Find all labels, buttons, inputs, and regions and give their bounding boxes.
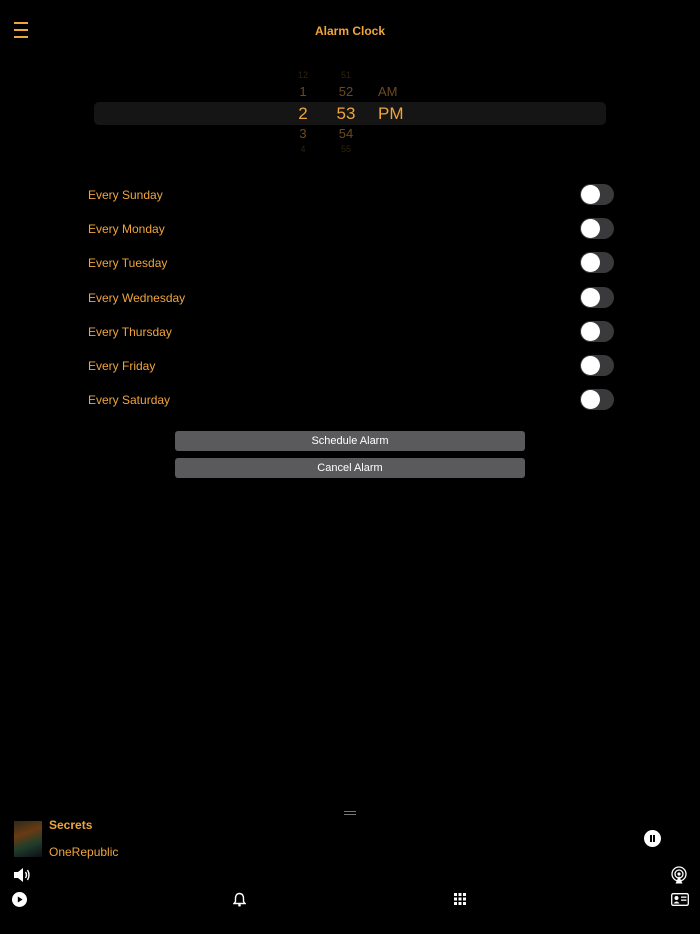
wednesday-toggle[interactable] — [580, 287, 614, 308]
toggle-knob — [581, 219, 600, 238]
toggle-knob — [581, 185, 600, 204]
period-am[interactable]: AM — [378, 84, 398, 99]
hour-option[interactable]: 12 — [297, 70, 308, 80]
minute-option[interactable]: 55 — [340, 144, 351, 154]
toggle-knob — [581, 390, 600, 409]
album-artwork[interactable] — [14, 821, 42, 857]
day-row-friday — [88, 349, 614, 383]
volume-icon[interactable] — [12, 866, 32, 884]
cancel-alarm-button[interactable]: Cancel Alarm — [175, 458, 525, 478]
play-circle-icon[interactable] — [12, 892, 27, 907]
minute-option[interactable]: 54 — [338, 126, 354, 141]
toggle-knob — [581, 253, 600, 272]
time-picker[interactable] — [94, 68, 606, 158]
hour-option[interactable]: 1 — [299, 84, 307, 99]
saturday-toggle[interactable] — [580, 389, 614, 410]
player-grabber-handle[interactable] — [344, 811, 356, 815]
day-label: Every Tuesday — [88, 256, 168, 271]
day-label: Every Sunday — [88, 188, 163, 202]
day-label: Every Thursday — [88, 324, 172, 339]
airplay-icon[interactable] — [670, 866, 688, 884]
minute-option[interactable]: 52 — [338, 84, 354, 99]
day-row-monday — [88, 212, 614, 246]
page-title: Alarm Clock — [314, 24, 386, 38]
thursday-toggle[interactable] — [580, 321, 614, 342]
day-label: Every Monday — [88, 222, 165, 237]
day-label: Every Saturday — [88, 393, 171, 408]
day-label: Every Wednesday — [88, 290, 186, 305]
hour-option[interactable]: 3 — [299, 126, 307, 141]
minute-selected[interactable]: 53 — [336, 104, 356, 123]
schedule-alarm-button[interactable]: Schedule Alarm — [175, 431, 525, 451]
artist-name[interactable]: OneRepublic — [49, 845, 119, 859]
bell-icon[interactable] — [233, 892, 246, 907]
toggle-knob — [581, 322, 600, 341]
contact-card-icon[interactable] — [671, 893, 689, 906]
toggle-knob — [581, 288, 600, 307]
toggle-knob — [581, 356, 600, 375]
day-row-wednesday — [88, 281, 614, 315]
hour-option[interactable]: 4 — [300, 144, 306, 154]
day-row-thursday — [88, 315, 614, 349]
period-pm[interactable]: PM — [378, 104, 404, 123]
pause-icon[interactable] — [644, 830, 661, 847]
friday-toggle[interactable] — [580, 355, 614, 376]
monday-toggle[interactable] — [580, 218, 614, 239]
song-title[interactable]: Secrets — [49, 818, 93, 832]
grid-icon[interactable] — [454, 893, 466, 905]
minute-option[interactable]: 51 — [340, 70, 351, 80]
tuesday-toggle[interactable] — [580, 252, 614, 273]
hour-selected[interactable]: 2 — [298, 104, 308, 123]
day-label: Every Friday — [88, 358, 156, 373]
day-row-tuesday — [88, 246, 614, 280]
repeat-days-list — [88, 178, 614, 417]
day-row-sunday — [88, 178, 614, 212]
day-row-saturday — [88, 383, 614, 417]
sunday-toggle[interactable] — [580, 184, 614, 205]
